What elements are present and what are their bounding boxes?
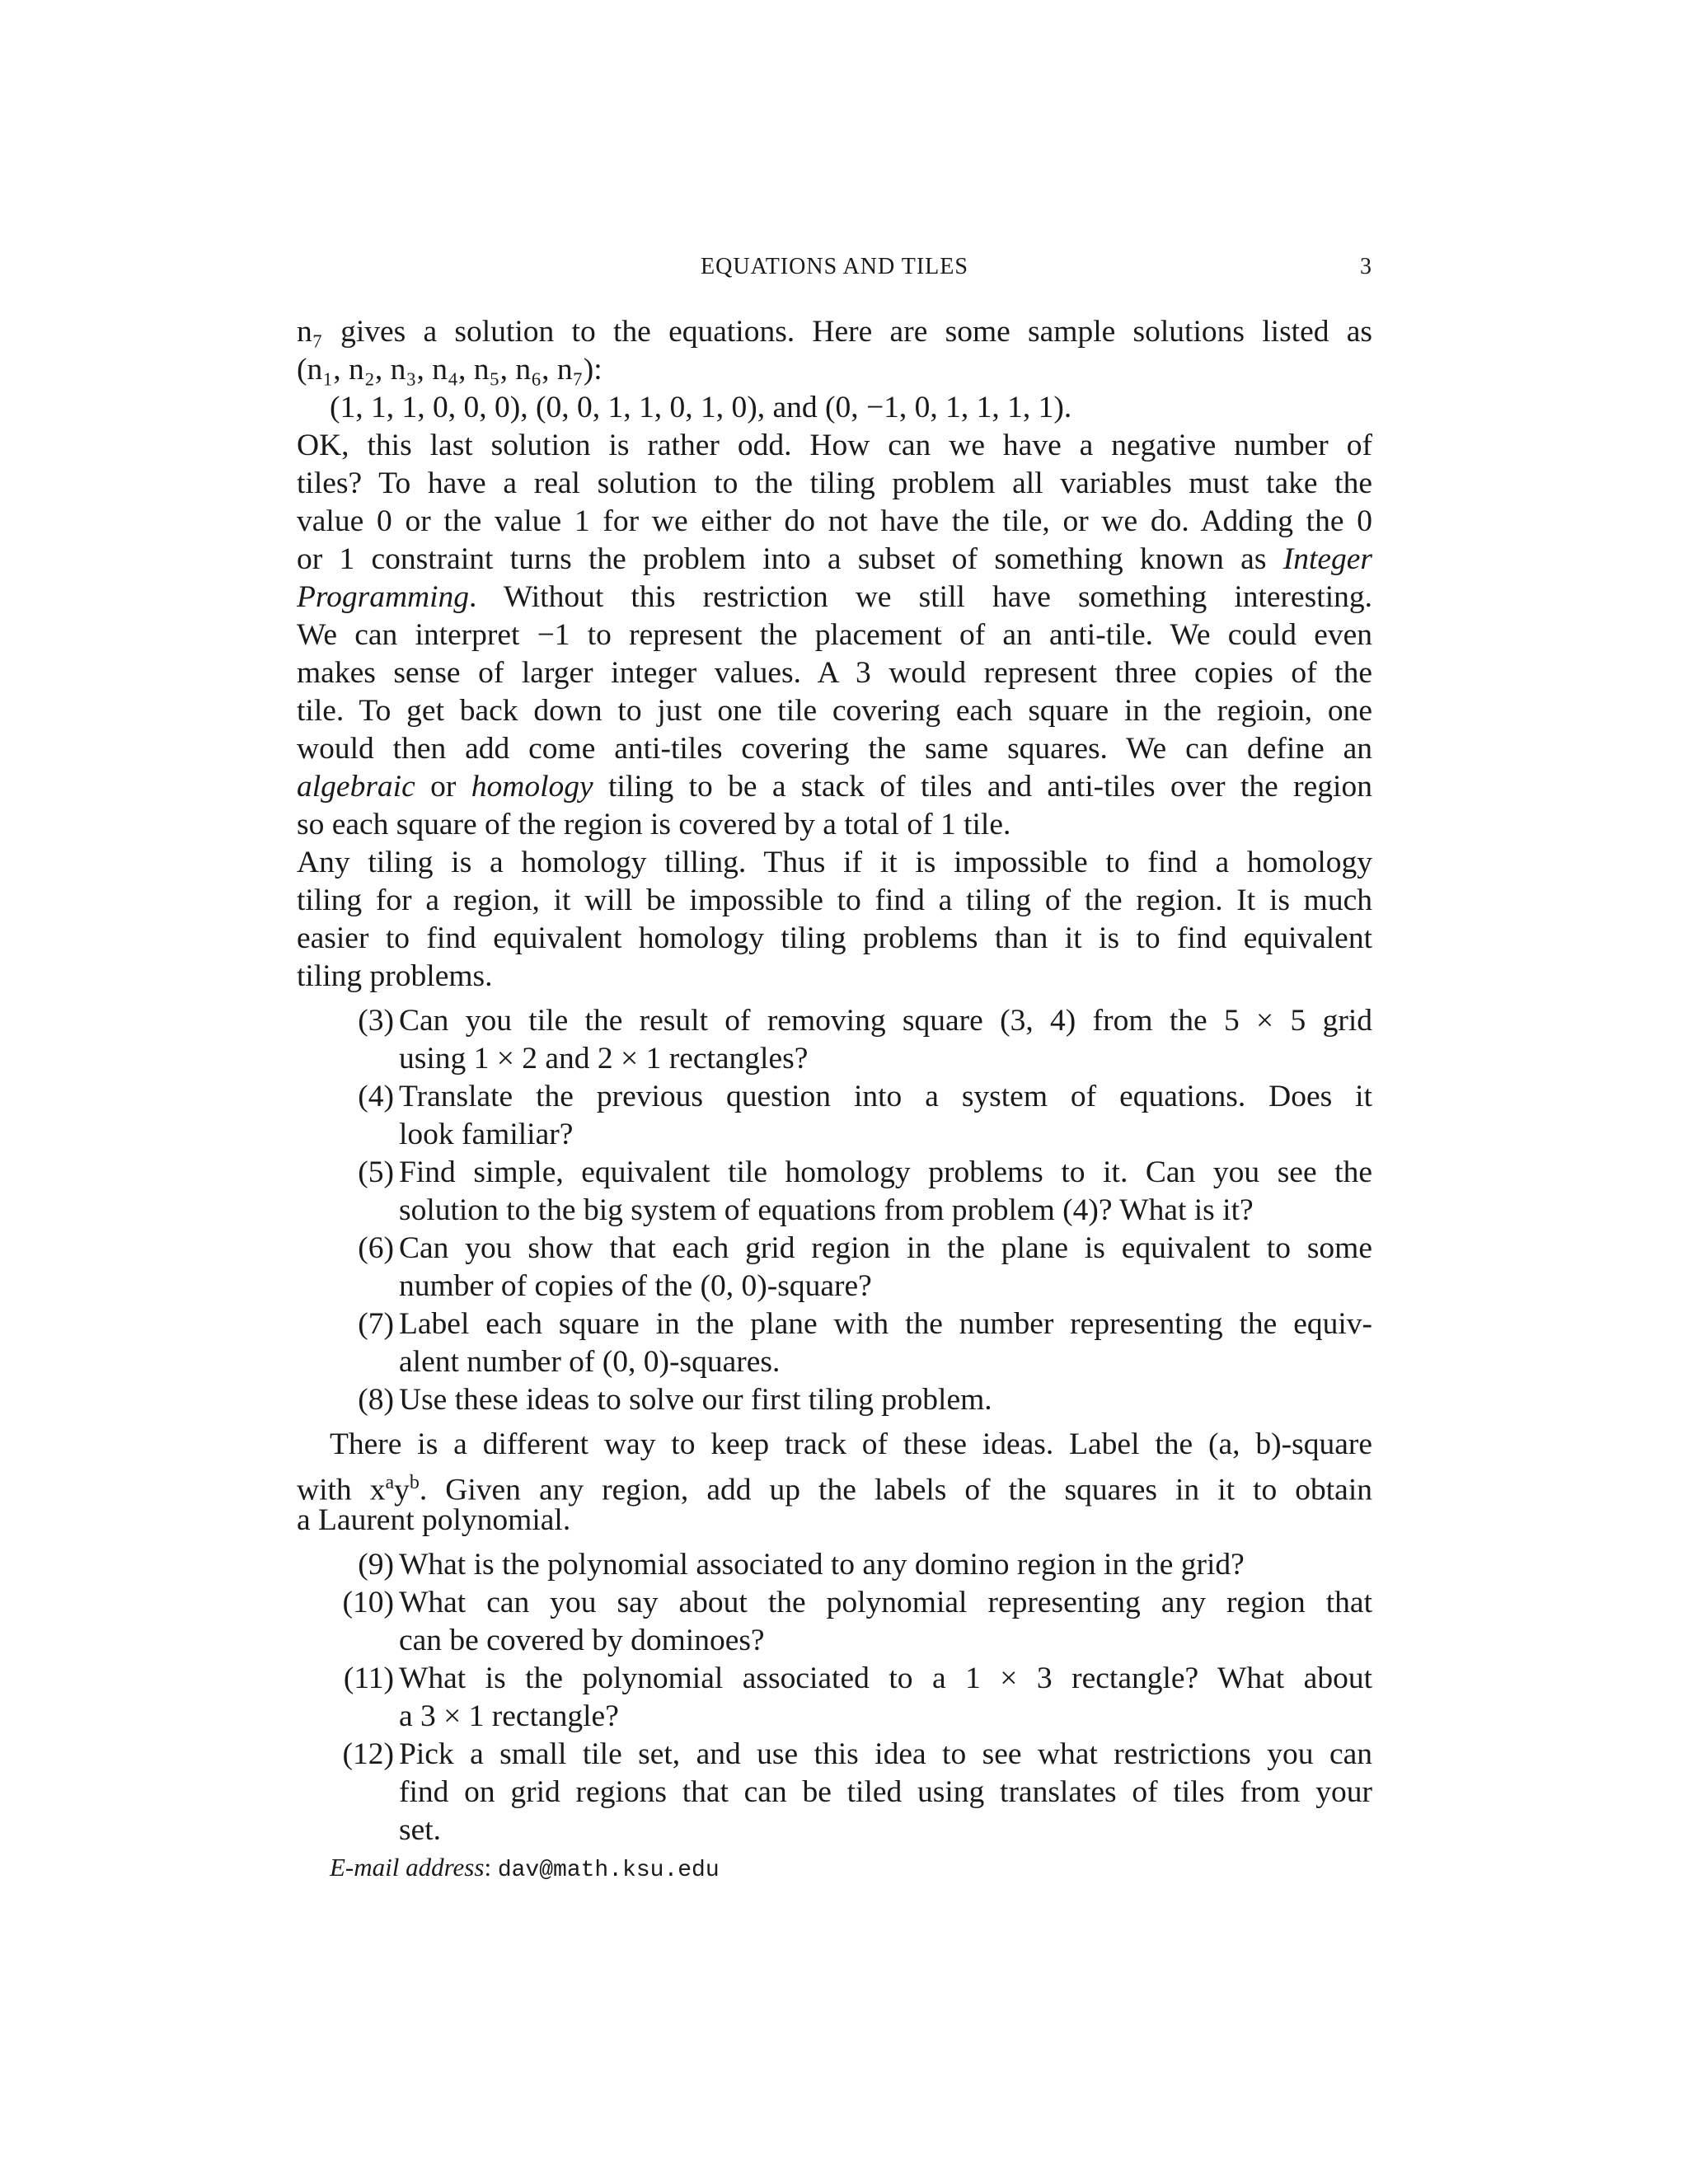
problem-text: solution to the big system of equations from problem (4)? What is it?	[399, 1193, 1254, 1227]
problem-text: Translate the previous question into a system of equations. Does it	[399, 1080, 1372, 1113]
problem-text: What is the polynomial associated to any domino region in the grid?	[399, 1548, 1245, 1582]
email-colon: :	[484, 1853, 498, 1882]
problem-label: (9)	[358, 1548, 394, 1582]
text-span: y	[394, 1473, 410, 1507]
problem-text: What is the polynomial associated to a 1 × 3 rectangle? What about	[399, 1661, 1372, 1695]
text-span: tiling to be a stack of tiles and anti-tiles over the region	[593, 770, 1372, 804]
problem-text: Can you tile the result of removing square (3, 4) from the 5 × 5 grid	[399, 1004, 1372, 1038]
emphasis-text: Integer	[1282, 542, 1372, 576]
running-title: EQUATIONS AND TILES	[701, 254, 968, 279]
emphasis-text: Programming	[297, 580, 470, 614]
paragraph-line: n₇ gives a solution to the equations. Here are some sample solutions listed as	[297, 315, 1372, 349]
problem-text: a 3 × 1 rectangle?	[399, 1699, 619, 1733]
paragraph-line: so each square of the region is covered by a total of 1 tile.	[297, 808, 1011, 841]
emphasis-text: homology	[471, 770, 593, 804]
problem-text: find on grid regions that can be tiled using translates of tiles from your	[399, 1775, 1372, 1809]
problem-text: Can you show that each grid region in the plane is equivalent to some	[399, 1231, 1372, 1265]
problem-text: Find simple, equivalent tile homology problems to it. Can you see the	[399, 1155, 1372, 1189]
problem-text: Label each square in the plane with the number representing the equiv-	[399, 1307, 1372, 1341]
paragraph-line: OK, this last solution is rather odd. How can we have a negative number of	[297, 429, 1372, 462]
text-span: . Without this restriction we still have something interesting.	[469, 580, 1372, 614]
emphasis-text: algebraic	[297, 770, 415, 804]
problem-label: (11)	[343, 1661, 394, 1695]
paragraph-line	[297, 768, 1372, 806]
paragraph-line: tiling problems.	[297, 959, 493, 993]
sample-solutions: (1, 1, 1, 0, 0, 0), (0, 0, 1, 1, 0, 1, 0), and (0, −1, 0, 1, 1, 1, 1).	[330, 391, 1072, 424]
problem-label: (8)	[358, 1383, 394, 1417]
email-address: dav@math.ksu.edu	[497, 1858, 720, 1883]
running-header	[297, 254, 1372, 287]
email-label: E-mail address	[330, 1853, 485, 1882]
problem-label: (12)	[342, 1737, 394, 1771]
problem-text: Use these ideas to solve our first tiling problem.	[399, 1383, 992, 1417]
problem-label: (4)	[358, 1080, 394, 1113]
page-number: 3	[1360, 254, 1372, 279]
paragraph-line: would then add come anti-tiles covering the same squares. We can define an	[297, 732, 1372, 766]
paragraph-line: tiling for a region, it will be impossible to find a tiling of the region. It is much	[297, 883, 1372, 917]
paragraph-line: makes sense of larger integer values. A 3 would represent three copies of the	[297, 656, 1372, 690]
paragraph-line: tiles? To have a real solution to the tiling problem all variables must take the	[297, 466, 1372, 500]
paragraph-line: tile. To get back down to just one tile covering each square in the regioin, one	[297, 694, 1372, 728]
paragraph-line: value 0 or the value 1 for we either do not have the tile, or we do. Adding the 0	[297, 504, 1372, 538]
text-span: . Given any region, add up the labels of the squares in it to obtain	[419, 1473, 1372, 1507]
problem-text: What can you say about the polynomial representing any region that	[399, 1586, 1372, 1619]
problem-text: using 1 × 2 and 2 × 1 rectangles?	[399, 1042, 809, 1076]
problem-label: (7)	[358, 1307, 394, 1341]
paragraph-line: There is a different way to keep track of these ideas. Label the (a, b)-square	[330, 1427, 1372, 1461]
text-span: or 1 constraint turns the problem into a subset of something known as	[297, 542, 1283, 576]
email-line	[330, 1851, 720, 1887]
problem-text: Pick a small tile set, and use this idea to see what restrictions you can	[399, 1737, 1372, 1771]
problem-text: set.	[399, 1813, 442, 1847]
superscript: b	[409, 1472, 420, 1493]
problem-label: (6)	[358, 1231, 394, 1265]
problem-label: (10)	[342, 1586, 394, 1619]
problem-text: alent number of (0, 0)-squares.	[399, 1345, 781, 1379]
paragraph-line	[297, 541, 1372, 579]
problem-text: look familiar?	[399, 1118, 574, 1151]
paragraph-line: Any tiling is a homology tilling. Thus if it is impossible to find a homology	[297, 846, 1372, 879]
problem-label: (5)	[358, 1155, 394, 1189]
paragraph-line: a Laurent polynomial.	[297, 1503, 571, 1537]
superscript: a	[385, 1472, 395, 1493]
paragraph-line	[297, 579, 1372, 616]
problem-label: (3)	[358, 1004, 394, 1038]
paragraph-line: We can interpret −1 to represent the placement of an anti-tile. We could even	[297, 618, 1372, 652]
paragraph-line: easier to find equivalent homology tiling problems than it is to find equivalent	[297, 921, 1372, 955]
text-span: with x	[297, 1473, 386, 1507]
text-span: or	[415, 770, 471, 804]
paragraph-line: (n₁, n₂, n₃, n₄, n₅, n₆, n₇):	[297, 353, 603, 387]
problem-text: number of copies of the (0, 0)-square?	[399, 1269, 872, 1303]
paper-page	[297, 0, 1372, 2184]
problem-text: can be covered by dominoes?	[399, 1624, 765, 1657]
